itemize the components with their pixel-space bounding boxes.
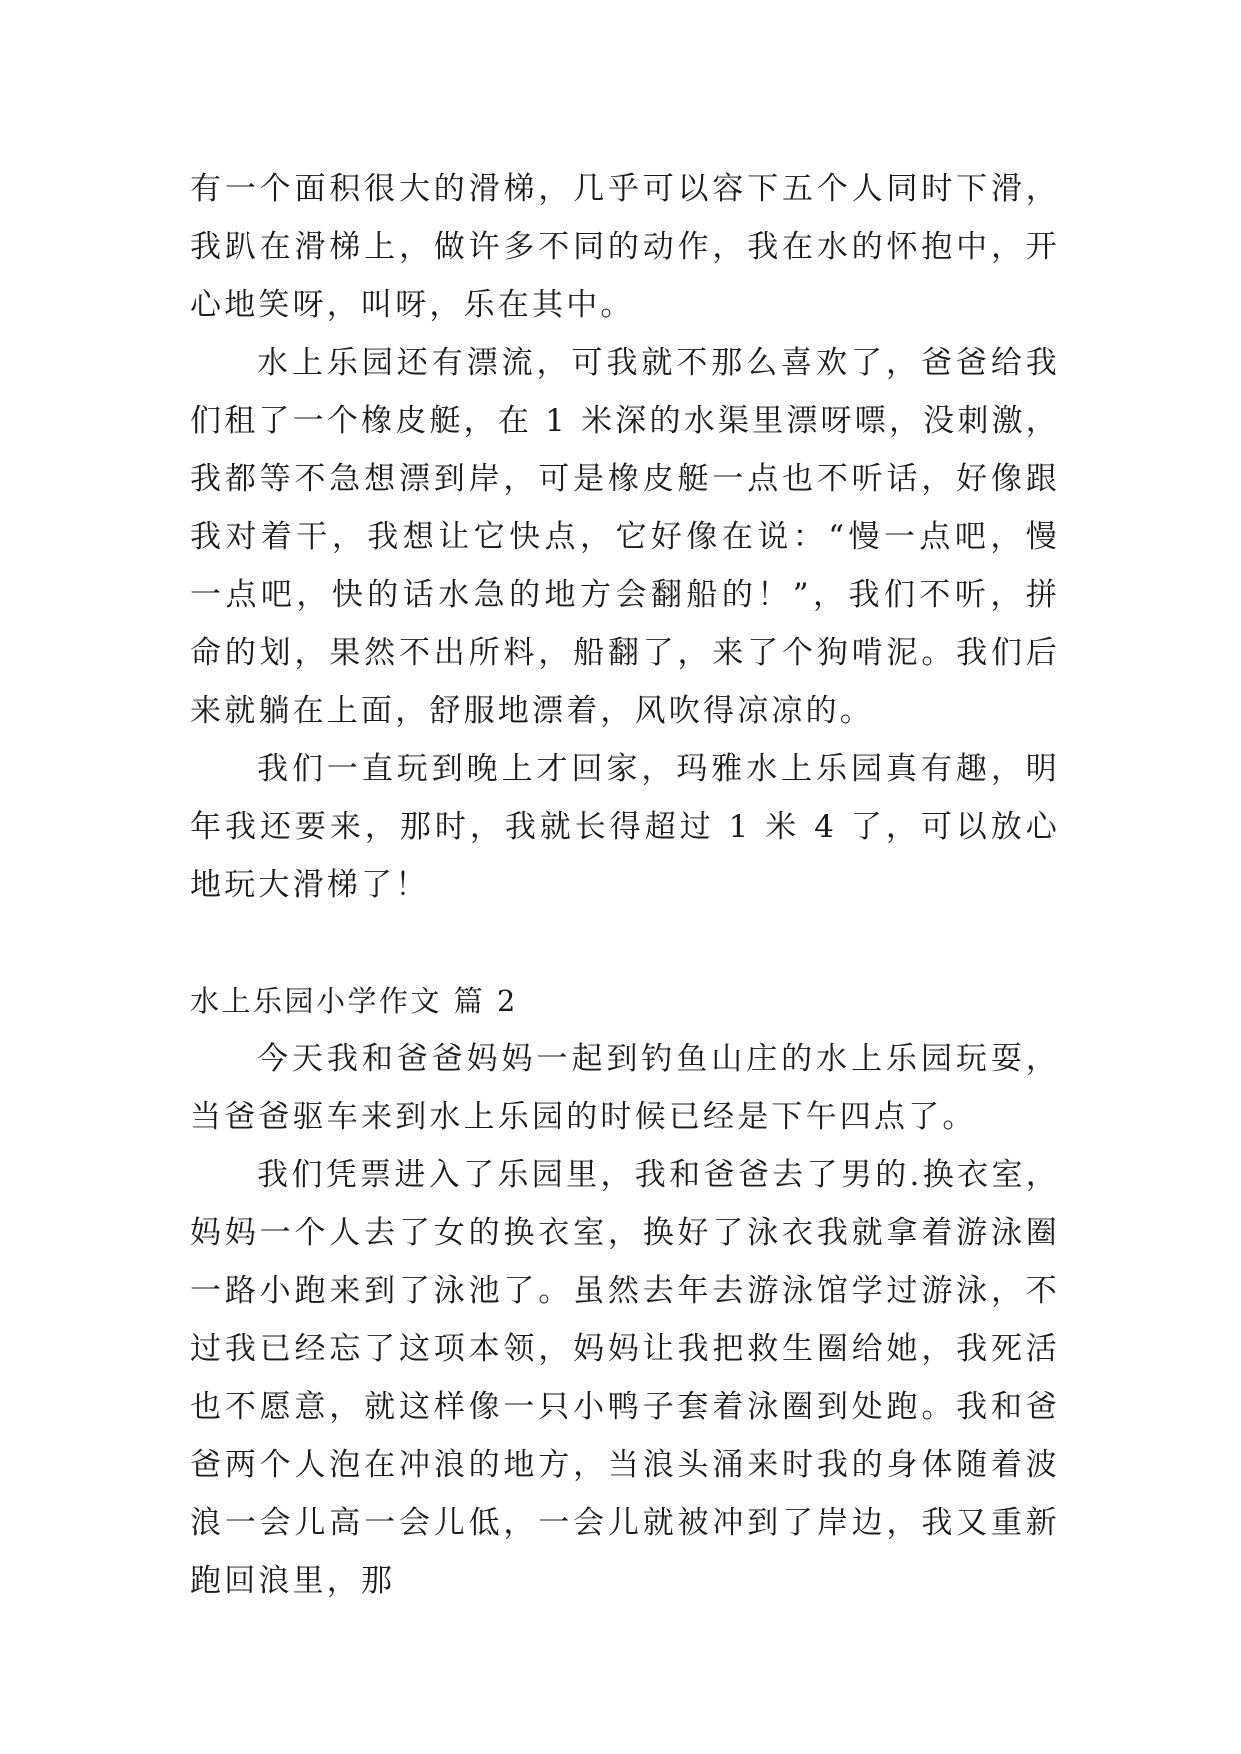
section-gap bbox=[190, 914, 1060, 972]
paragraph-ending: 我们一直玩到晚上才回家，玛雅水上乐园真有趣，明年我还要来，那时，我就长得超过 1 米 4 了，可以放心地玩大滑梯了！ bbox=[190, 751, 1060, 903]
section-heading: 水上乐园小学作文 篇 2 bbox=[190, 984, 518, 1018]
document-page bbox=[190, 160, 1060, 1610]
paragraph-wave-pool: 我们凭票进入了乐园里，我和爸爸去了男的.换衣室，妈妈一个人去了女的换衣室，换好了泳衣我就拿着游泳圈一路小跑来到了泳池了。虽然去年去游泳馆学过游泳，不过我已经忘了这项本领，妈妈让我把救生圈给她，我死活也不愿意，就这样像一只小鸭子套着泳圈到处跑。我和爸爸两个人泡在冲浪的地方，当浪头涌来时我的身体随着波浪一会儿高一会儿低，一会儿就被冲到了岸边，我又重新跑回浪里，那 bbox=[190, 1157, 1060, 1599]
paragraph-arrival: 今天我和爸爸妈妈一起到钓鱼山庄的水上乐园玩耍，当爸爸驱车来到水上乐园的时候已经是下午四点了。 bbox=[190, 1041, 1060, 1135]
paragraph-rafting: 水上乐园还有漂流，可我就不那么喜欢了，爸爸给我们租了一个橡皮艇，在 1 米深的水渠里漂呀嘌，没刺激，我都等不急想漂到岸，可是橡皮艇一点也不听话，好像跟我对着干，我想让它快点，它好像在说：“慢一点吧，慢一点吧，快的话水急的地方会翻船的！”，我们不听，拼命的划，果然不出所料，船翻了，来了个狗啃泥。我们后来就躺在上面，舒服地漂着，风吹得凉凉的。 bbox=[190, 345, 1060, 729]
paragraph-slide: 有一个面积很大的滑梯，几乎可以容下五个人同时下滑，我趴在滑梯上，做许多不同的动作，我在水的怀抱中，开心地笑呀，叫呀，乐在其中。 bbox=[190, 171, 1060, 323]
